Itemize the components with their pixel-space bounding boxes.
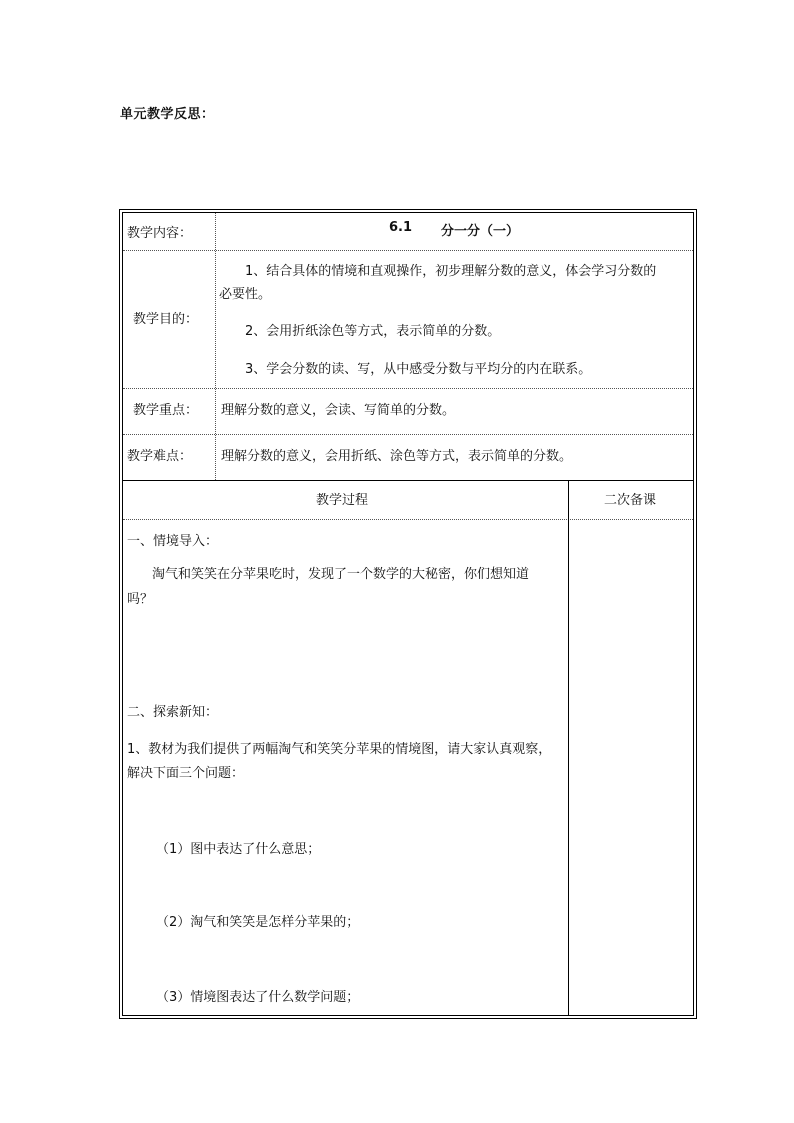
- section1-line1: 淘气和笑笑在分苹果吃时，发现了一个数学的大秘密，你们想知道: [152, 567, 530, 582]
- task1-line1: 1、教材为我们提供了两幅淘气和笑笑分苹果的情境图，请大家认真观察，: [127, 742, 552, 757]
- objective-3: 3、学会分数的读、写，从中感受分数与平均分的内在联系。: [245, 362, 592, 377]
- objective-2: 2、会用折纸涂色等方式，表示简单的分数。: [245, 324, 501, 339]
- objective-1-line-2: 必要性。: [219, 287, 272, 302]
- difficulty-label: 教学难点：: [127, 449, 193, 464]
- label-column-divider: [215, 213, 216, 480]
- difficulties: 理解分数的意义，会用折纸、涂色等方式，表示简单的分数。: [221, 449, 573, 464]
- question-2: （2）淘气和笑笑是怎样分苹果的；: [156, 915, 360, 930]
- lesson-plan-table: [119, 209, 697, 1019]
- row-divider-process-header: [123, 519, 693, 520]
- notes-header: 二次备课: [604, 493, 657, 508]
- lesson-number: 6.1: [389, 220, 413, 235]
- section1-title: 一、情境导入：: [127, 534, 219, 549]
- notes-column-divider: [568, 480, 569, 1015]
- process-header: 教学过程: [316, 493, 369, 508]
- section1-line2: 吗？: [127, 592, 154, 607]
- question-3: （3）情境图表达了什么数学问题；: [156, 990, 360, 1005]
- row-divider-objectives: [123, 388, 693, 389]
- key-points: 理解分数的意义，会读、写简单的分数。: [221, 403, 456, 418]
- content-label: 教学内容：: [127, 226, 193, 241]
- lesson-title: 分一分（一）: [441, 224, 520, 239]
- reflection-title: 单元教学反思：: [120, 107, 215, 122]
- task1-line2: 解决下面三个问题：: [127, 766, 245, 781]
- table-inner-border: [122, 212, 694, 1016]
- row-divider-difficulty: [123, 480, 693, 481]
- key-label: 教学重点：: [133, 403, 199, 418]
- objectives-label: 教学目的：: [133, 312, 199, 327]
- section2-title: 二、探索新知：: [127, 705, 219, 720]
- row-divider-key: [123, 434, 693, 435]
- row-divider-content: [123, 250, 693, 251]
- question-1: （1）图中表达了什么意思；: [156, 842, 321, 857]
- objective-1-line-1: 1、结合具体的情境和直观操作，初步理解分数的意义，体会学习分数的: [245, 264, 657, 279]
